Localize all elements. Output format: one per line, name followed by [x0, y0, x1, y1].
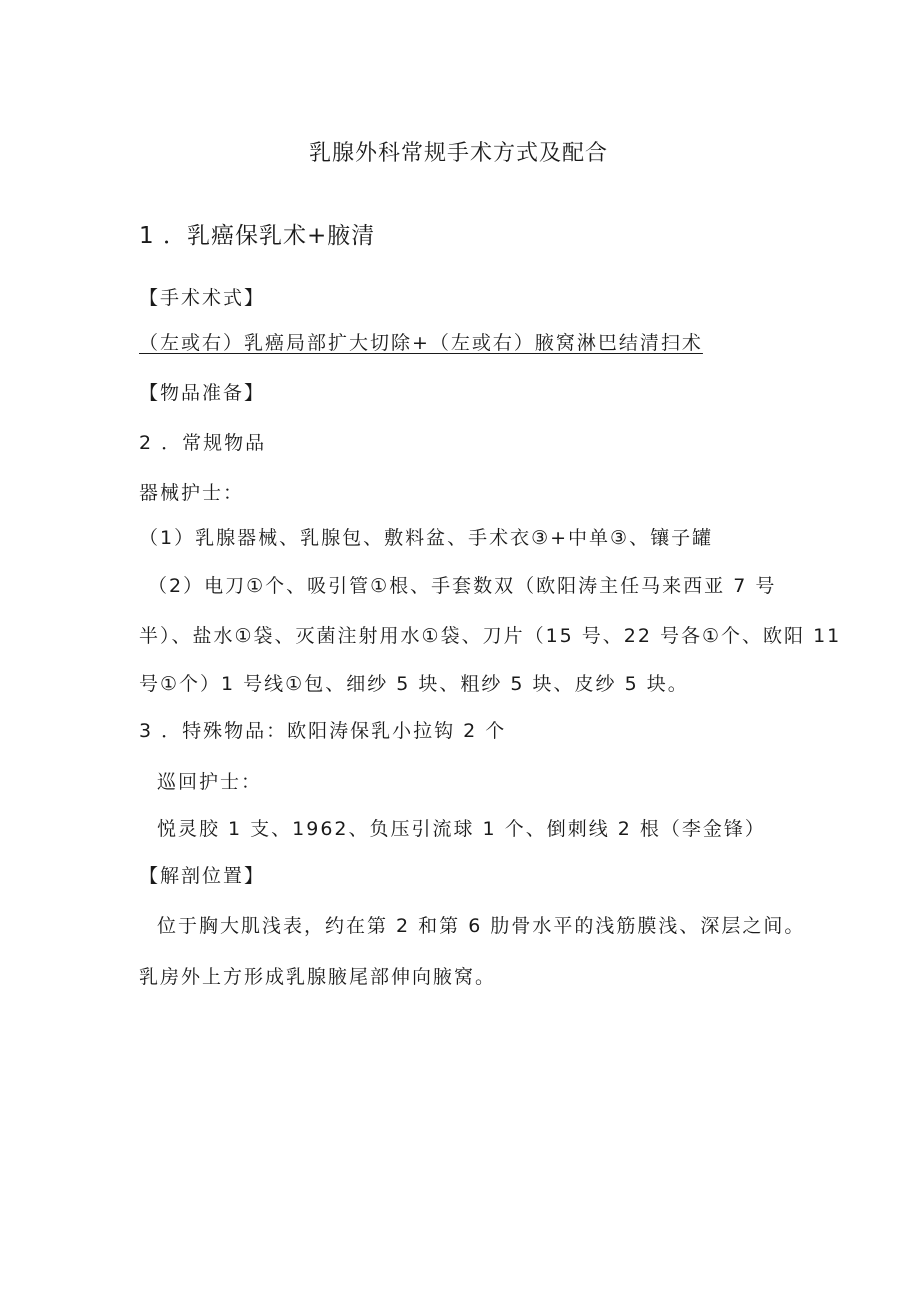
- anatomy-line-1: 位于胸大肌浅表，约在第 2 和第 6 肋骨水平的浅筋膜浅、深层之间。: [157, 915, 806, 937]
- surgery-method-label: 【手术术式】: [139, 287, 266, 309]
- instrument-nurse-label: 器械护士：: [139, 482, 245, 504]
- item-2-line-3: 号①个）1 号线①包、细纱 5 块、粗纱 5 块、皮纱 5 块。: [139, 673, 689, 695]
- anatomy-line-2: 乳房外上方形成乳腺腋尾部伸向腋窝。: [139, 966, 497, 988]
- anatomy-label: 【解剖位置】: [139, 865, 266, 887]
- document-title: 乳腺外科常规手术方式及配合: [309, 141, 609, 166]
- item-1: （1）乳腺器械、乳腺包、敷料盆、手术衣③+中单③、镶子罐: [139, 527, 714, 549]
- circulating-nurse-label: 巡回护士：: [157, 771, 263, 793]
- items-prep-label: 【物品准备】: [139, 382, 266, 404]
- routine-items-heading: 2 ．常规物品: [139, 432, 267, 454]
- section-heading-1: 1 ．乳癌保乳术+腋清: [139, 223, 376, 249]
- surgery-method-text: （左或右）乳癌局部扩大切除+（左或右）腋窝淋巴结清扫术: [139, 332, 703, 354]
- item-2-line-2: 半）、盐水①袋、灭菌注射用水①袋、刀片（15 号、22 号各①个、欧阳 11: [139, 625, 842, 647]
- special-items: 3 ．特殊物品：欧阳涛保乳小拉钩 2 个: [139, 720, 507, 742]
- item-2-line-1: （2）电刀①个、吸引管①根、手套数双（欧阳涛主任马来西亚 7 号: [148, 575, 777, 597]
- circulating-items: 悦灵胶 1 支、1962、负压引流球 1 个、倒刺线 2 根（李金锋）: [157, 818, 766, 840]
